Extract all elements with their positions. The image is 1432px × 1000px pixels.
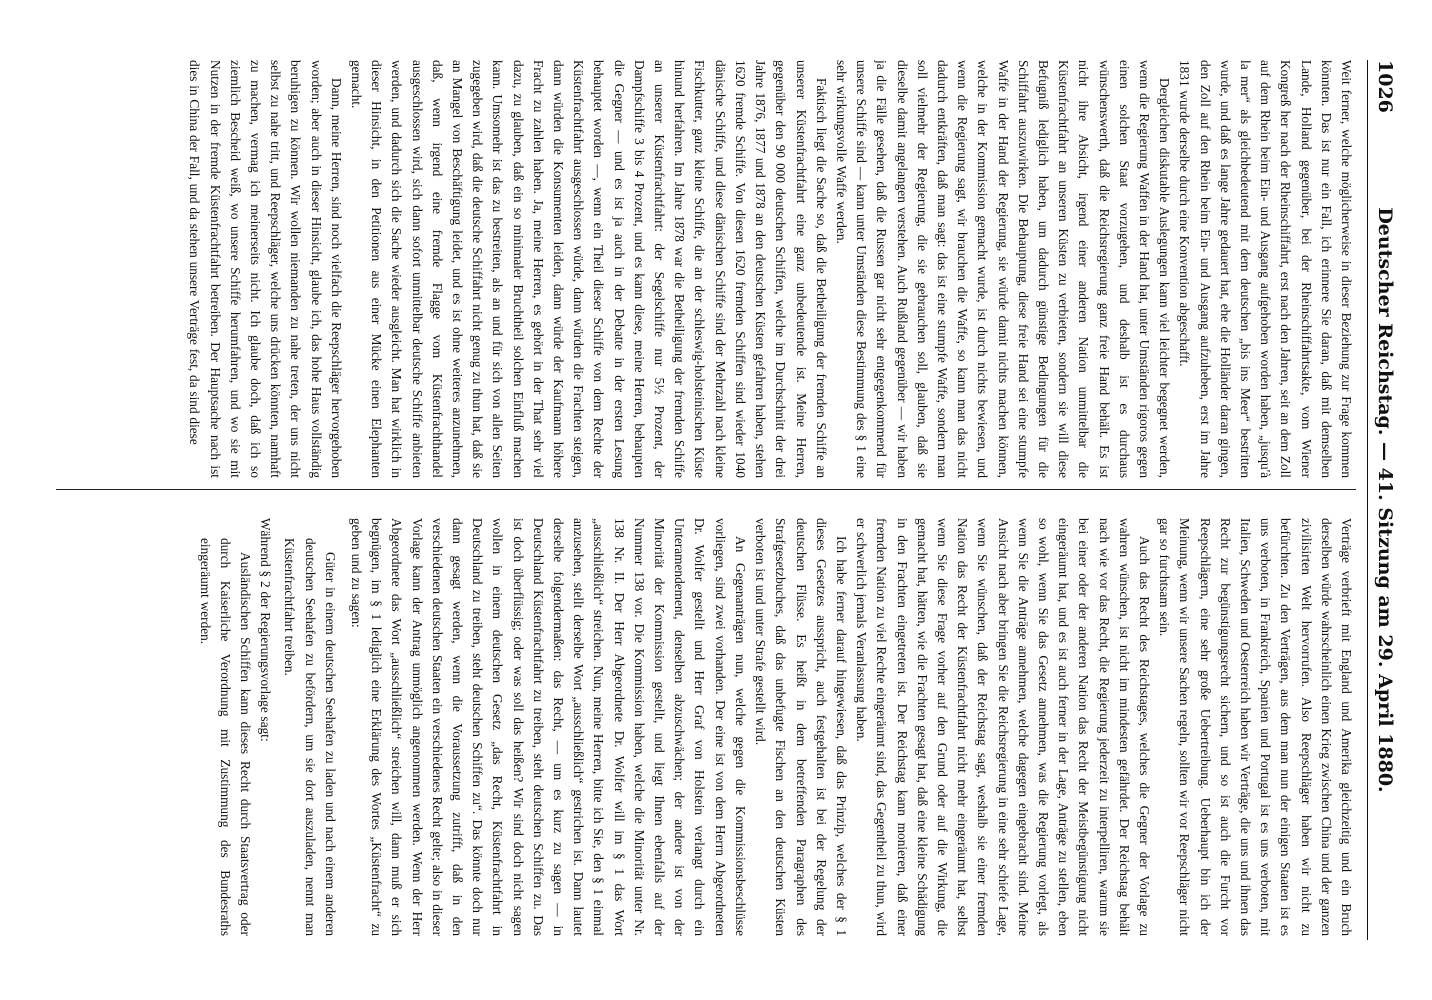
paragraph: An Gegenanträgen nun, welche gegen die Kommissionsbeschlüsse vorliegen, sind zwei vorhanden. Der eine ist von dem Herrn Abgeordneten Dr. Wolfer gestellt und Herr Graf von Holstein verlangt durch ein Unteramendement, denselben abzuschwächen; der andere ist von der Minorität der Kommission gestellt, und liegt Ihnen ebenfalls auf der Nummer 138 vor. Die Kommission haben, welche die Minorität unter Nr. 138 Nr. II. Der Herr Abgeordnete Dr. Wolfer will im § 1 das Wort „ausschließlich“ streichen. Nun, meine Herren, bitte ich Sie, den § 1 einmal anzusehen, stellt derselbe Wort „ausschließlich“ gestrichen ist. Dann lautet derselbe folgendermaßen: das Recht, — um es kurz zu sagen — in Deutschland Küstenfrachtfahrt zu treiben, steht deutschen Schiffen zu. Das ist doch überflüssig; oder was soll das heißen? Wir sind doch nicht sagen wollen in einem deutschen Gesetz „das Recht, Küstenfrachtfahrt in Deutschland zu treiben, steht deutschen Schiffen zu“. Das könnte doch nur dann gesagt werden, wenn die Voraussetzung zutrifft, daß in den verschiedenen deutschen Staaten ein verschiedenes Recht gelte; also in dieser Vorlage kann der Antrag unmöglich angenommen werden. Wenn der Herr Abgeordnete das Wort „ausschließlich“ streichen will, dann muß er sich begnügen, im § 1 lediglich eine Erklärung des Wortes „Küstenfracht“ zu geben und zu sagen: (349, 518, 748, 936)
left-column (26, 60, 1356, 478)
page-number: 1026 (1374, 60, 1396, 113)
paragraph: Faktisch liegt die Sache so, daß die Betheiligung der fremden Schiffe an unserer Küstenfrachtfahrt eine ganz unbedeutende ist. Meine Herren, gegenüber den 90 000 deutschen Schiffen, welche im Durchschnitt der drei Jahre 1876, 1877 und 1878 an den deutschen Küsten gefahren haben, stehen 1620 fremde Schiffe. Von diesen 1620 fremden Schiffen sind wieder 1040 dänische Schiffe, und diese dänischen Schiffe sind der Mehrzahl nach kleine Fischkutter, ganz kleine Schiffe, die an der schleswig-holsteinischen Küste hinund herfahren. Im Jahre 1878 war die Betheiligung der fremden Schiffe an unserer Küstenfrachtfahrt: der Segelschiffe nur 5½ Prozent, der Dampfschiffe 3 bis 4 Prozent, und es kann diese, meine Herren, behaupten die Gegner — und es ist ja auch in der Debatte in der ersten Lesung behauptet worden —, wenn ein Theil dieser Schiffe von dem Rechte der Küstenfrachtfahrt ausgeschlossen würde, dann würden die Frachten steigen, dann würden die Konsumenten leiden, dann würde der Kaufmann höhere Fracht zu zahlen haben. Ja, meine Herren, es gehört in der That sehr viel dazu, zu glauben, daß ein so minimaler Bruchtheil solchen Einfluß machen kann. Umsomehr ist das zu bestreiten, als an und für sich von allen Seiten zugegeben wird, daß die deutsche Schiffahrt nicht genug zu thun hat, daß sie an Mangel von Beschäftigung leidet, und es ist ohne weiteres anzunehmen, daß, wenn irgend eine fremde Flagge vom Küstenfrachthandel ausgeschlossen wird, sich dann sofort unmittelbar deutsche Schiffe anbieten werden, und dadurch sich die Sache wieder ausgleicht. Man hat wirklich in dieser Hinsicht, in den Petitionen aus einer Mücke einen Elephanten gemacht. (349, 60, 829, 478)
column-divider (56, 489, 1356, 490)
paragraph: Verträge verbrieft mit England und Amerika gleichzeitig und ein Bruch derselben würde wahrscheinlich einen Krieg zwischen China und der ganzen zivilisirten Welt hervorrufen. Also Reepschläger haben wir nicht zu befürchten. Zu den Verträgen, aus dem man nun der einigen Staaten ist es uns verboten, in Frankreich, Spanien und Portugal ist es uns verboten, mit Italien, Schweden und Oesterreich haben wir Verträge, die uns und ihnen das Recht zur begünstigungsrecht sichern, und so ist auch die Furcht vor Reepschlägern, eine sehr große Uebertreibung. Ueberhaupt bin ich der Meinung, wenn wir unsere Sachen regeln, sollten wir vor Reepschläger nicht gar so furchtsam sein. (1157, 518, 1354, 936)
paragraph: Ich habe ferner darauf hingewiesen, daß das Prinzip, welches der § 1 dieses Gesetzes ausspricht, auch festgehalten ist bei der Regelung der deutschen Flüsse. Es heißt in dem betreffenden Paragraphen des Strafgesetzbuches, daß das unbefugte Fischen an den deutschen Küsten verboten ist und unter Strafe gestellt wird. (753, 518, 849, 936)
paragraph: Dann, meine Herren, sind noch vielfach die Reepschläger hervorgehoben worden; aber auch in dieser Hinsicht, glaube ich, das hohe Haus vollständig beruhigen zu können. Wir wollen niemanden zu nahe treten, der uns nicht selbst zu nahe tritt, und Reepschläger, welche uns drücken könnten, namhaft zu machen, vermag ich meinerseits nicht. Ich glaube doch, daß ich so ziemlich Bescheid weiß, wo unsere Schiffe herumfahren, und wo sie mit Nutzen in der fremde Küstenfrachtfahrt betreiben. Der Hauptsache nach ist dies in China der Fall, und da stehen unsere Verträge fest, da sind diese (187, 60, 344, 478)
running-title: Deutscher Reichstag. — 41. Sitzung am 29. April 1880. (1374, 207, 1396, 793)
paragraph: Auch das Recht des Reichstages, welches die Gegner der Vorlage zu wahren wünschen, ist nicht im mindesten gefährdet. Der Reichstag behält nach wie vor das Recht, die Regierung jederzeit zu interpelliren, warum sie bei einer oder der anderen Nation das Recht der Meistbegünstigung nicht eingeräumt hat, und es ist auch ferner in der Lage, Anträge zu stellen, eben so wohl, wenn Sie das Gesetz annehmen, was die Regierung vorlegt, als wenn Sie die Anträge annehmen, welche dagegen eingebracht sind. Meine Ansicht nach aber bringen Sie die Reichsregierung in eine sehr schiefe Lage, wenn Sie wünschen, daß der Reichstag sagt, weshalb sie einer fremden Nation das Recht der Küstenfrachtfahrt nicht mehr eingeräumt hat, selbst wenn Sie diese Frage vorher auf den Grund oder auf die Wirkung, die gemacht hat, hätten, wie die Frachten gesagt hat, daß eine kleine Schädigung in den Frachten eingetreten ist. Der Reichstag kann monieren, daß einer fremden Nation zu viel Rechte eingeräumt sind, das Gegentheil zu thun, wird er schwerlich jemals Veranlassung haben. (854, 518, 1152, 936)
page-header (1368, 60, 1402, 940)
header-rule (1367, 60, 1368, 940)
right-column (26, 518, 1356, 936)
quoted-law-text: Güter in einem deutschen Seehafen zu laden und nach einem anderen deutschen Seehafen zu befördern, um sie dort auszuladen, nennt man Küstenfrachtfahrt treiben. (282, 538, 338, 936)
paragraph: Dergleichen diskutable Auslegungen kann viel leichter begegnet werden, wenn die Regierung Waffen in der Hand hat, unter Umständen rigoros gegen einen solchen Staat vorzugehen, und deshalb ist es durchaus wünschenswerth, daß die Reichsregierung ganz freie Hand behält. Es ist nicht ihre Absicht, irgend einer anderen Nation unmittelbar die Küstenfrachtfahrt an unseren Küsten zu verbieten, sondern sie will diese Befugniß lediglich haben, um dadurch günstige Bedingungen für die Schiffahrt auszuwirken. Die Behauptung, diese freie Hand sei eine stumpfe Waffe in der Hand der Regierung, sie würde damit nichts machen können, welche in der Kommission gemacht wurde, ist durch nichts bewiesen, und wenn die Regierung sagt, wir brauchen die Waffe, so kann man das nicht dadurch entkräften, daß man sagt: das ist eine stumpfe Waffe, sondern man soll vielmehr der Regierung, die sie gebrauchen soll, glauben, daß sie dieselbe damit angelangen verstehen. Auch Rußland gegenüber — wir haben ja die Fälle gesehen, daß die Russen gar nicht sehr entgegenkommend für unsere Schiffe sind — kann unter Umständen diese Bestimmung des § 1 eine sehr wirkungsvolle Waffe werden. (833, 60, 1173, 478)
paragraph: Während § 2 der Regierungsvorlage sagt: (258, 518, 274, 742)
paragraph: Weit ferner, welche möglicherweise in dieser Beziehung zur Frage kommen könnten. Das ist nur ein Fall, ich erinnere Sie daran, daß mit demselben Lande, Holland gegenüber, bei der Rheinschiffahrtsakte, vom Wiener Kongreß her nach der Rheinschiffahrt, erst nach den Jahren, seit an dem Zoll auf dem Rhein beim Ein- und Ausgang aufgehoben worden haben, „jusqu'à la mer“ als gleichbedeutend mit dem deutschen „bis ins Meer“ bestritten wurde, und daß es lange Jahre gedauert hat, ehe die Holländer daran gingen, den Zoll auf den Rhein beim Ein- und Ausgang aufzuheben, erst im Jahre 1831 wurde derselbe durch eine Konvention abgeschafft. (1177, 60, 1354, 478)
quoted-law-text: Ausländischen Schiffen kann dieses Recht durch Staatsvertrag oder durch Kaiserliche Verordnung mit Zustimmung des Bundesraths eingeräumt werden. (197, 538, 254, 936)
